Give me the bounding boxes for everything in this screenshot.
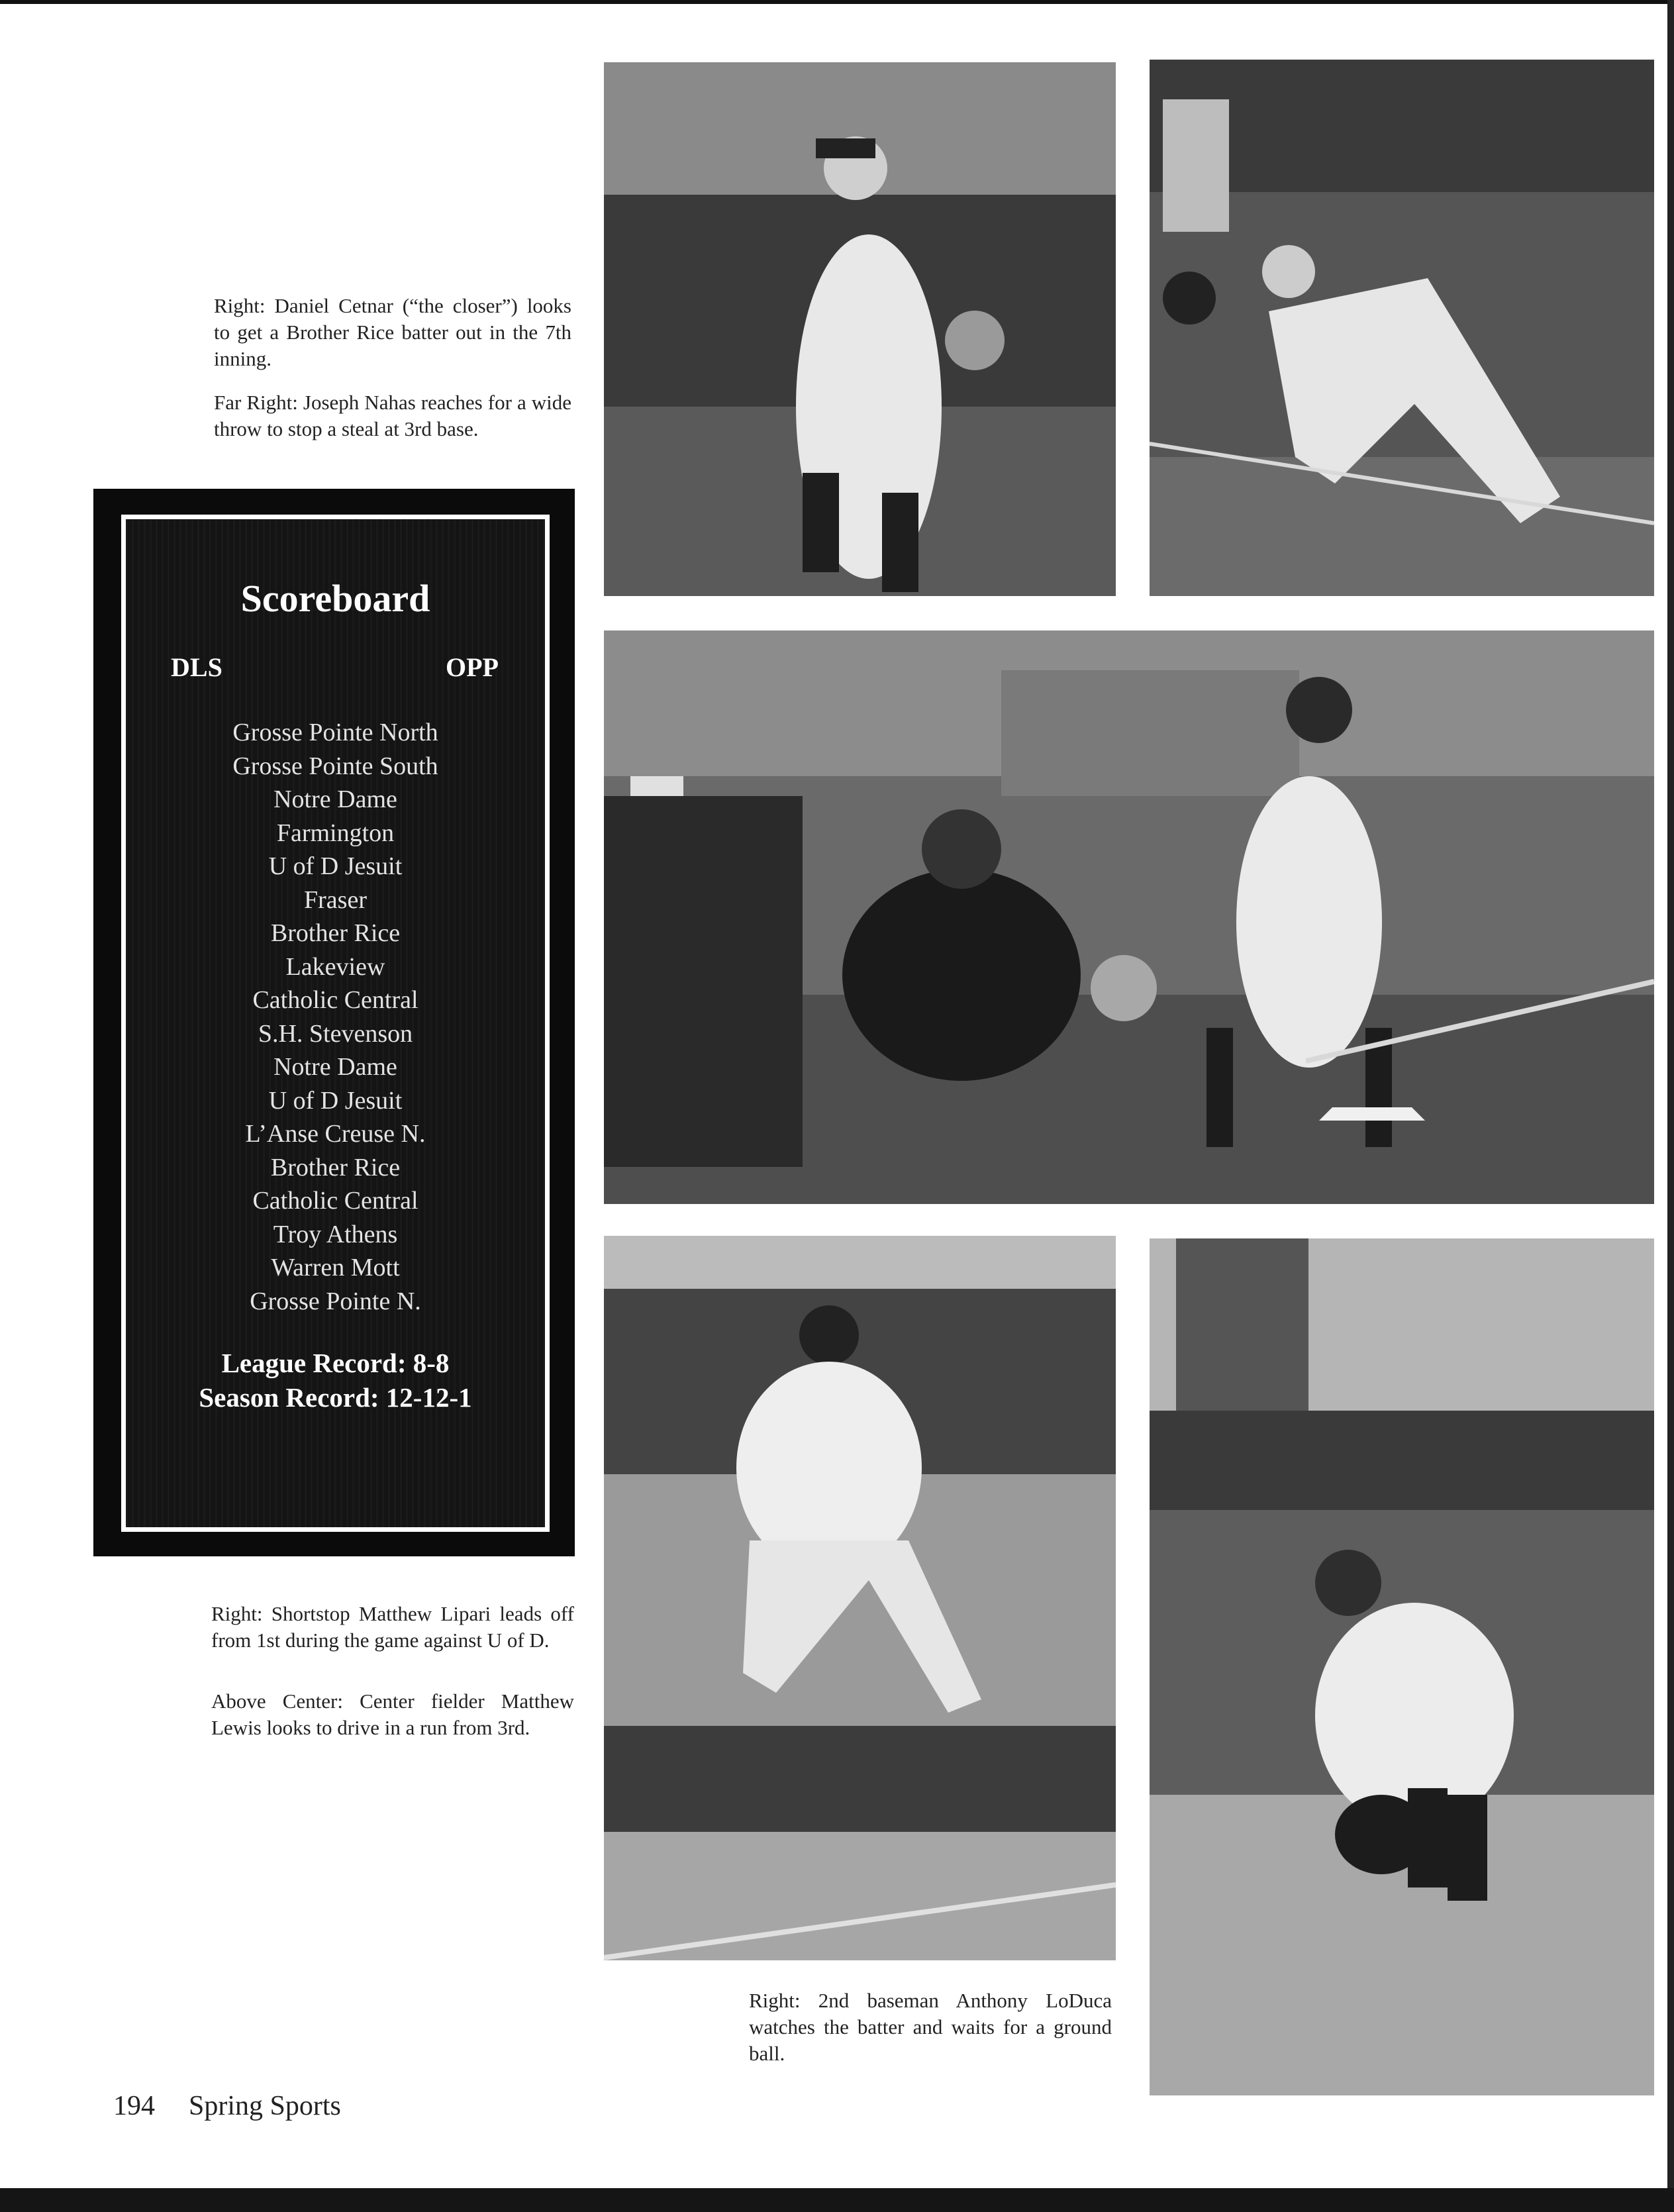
opponent-item: Grosse Pointe N. <box>250 1287 421 1315</box>
opponent-item: Notre Dame <box>273 1053 397 1081</box>
caption-third-base: Far Right: Joseph Nahas reaches for a wide throw to stop a steal at 3rd base. <box>214 391 571 440</box>
opponent-item: Lakeview <box>285 952 385 981</box>
caption-middle <box>211 1601 574 1741</box>
opponent-item: Grosse Pointe South <box>232 752 438 780</box>
scoreboard-col-dls: DLS <box>171 652 222 682</box>
season-record: Season Record: 12-12-1 <box>199 1382 472 1413</box>
caption-second-baseman: Right: 2nd baseman Anthony LoDuca watches the batter and waits for a ground ball. <box>749 1989 1112 2065</box>
caption-pitcher: Right: Daniel Cetnar (“the closer”) looks to get a Brother Rice batter out in the 7th inning. <box>214 294 571 370</box>
scoreboard-panel <box>93 489 575 1556</box>
opponent-item: Catholic Central <box>252 1187 418 1215</box>
opponent-item: Grosse Pointe North <box>232 719 438 746</box>
league-record: League Record: 8-8 <box>221 1348 450 1378</box>
caption-top <box>214 293 571 442</box>
section-title: Spring Sports <box>189 2091 341 2121</box>
page-edge <box>1667 0 1674 2212</box>
scoreboard-col-opp: OPP <box>446 652 499 682</box>
opponent-item: Farmington <box>276 819 395 847</box>
photo-shortstop <box>604 1236 1116 1960</box>
opponent-item: S.H. Stevenson <box>258 1019 413 1048</box>
caption-shortstop: Right: Shortstop Matthew Lipari leads off from 1st during the game against U of D. <box>211 1602 574 1652</box>
opponent-item: Brother Rice <box>270 1153 401 1181</box>
opponent-item: L’Anse Creuse N. <box>245 1120 426 1148</box>
photo-second-baseman <box>1150 1238 1654 2095</box>
photo-pitcher <box>604 62 1116 596</box>
scoreboard-title: Scoreboard <box>240 577 430 620</box>
photo-third-base <box>1150 60 1654 596</box>
opponent-item: Warren Mott <box>271 1254 400 1282</box>
opponent-item: Notre Dame <box>273 785 397 813</box>
photo-batter <box>604 630 1654 1204</box>
caption-center-fielder: Above Center: Center fielder Matthew Lewis looks to drive in a run from 3rd. <box>211 1689 574 1739</box>
page-number: 194 <box>113 2091 155 2121</box>
opponent-item: Fraser <box>304 885 367 914</box>
bottom-band <box>0 2188 1674 2212</box>
opponent-item: U of D Jesuit <box>268 852 403 880</box>
opponent-item: Brother Rice <box>270 919 401 947</box>
top-rule <box>0 0 1674 4</box>
opponent-list <box>126 716 545 1318</box>
scoreboard-frame <box>121 515 550 1532</box>
caption-bottom <box>749 1987 1112 2067</box>
opponent-item: U of D Jesuit <box>268 1086 403 1115</box>
opponent-item: Troy Athens <box>273 1220 398 1248</box>
opponent-item: Catholic Central <box>252 986 418 1014</box>
